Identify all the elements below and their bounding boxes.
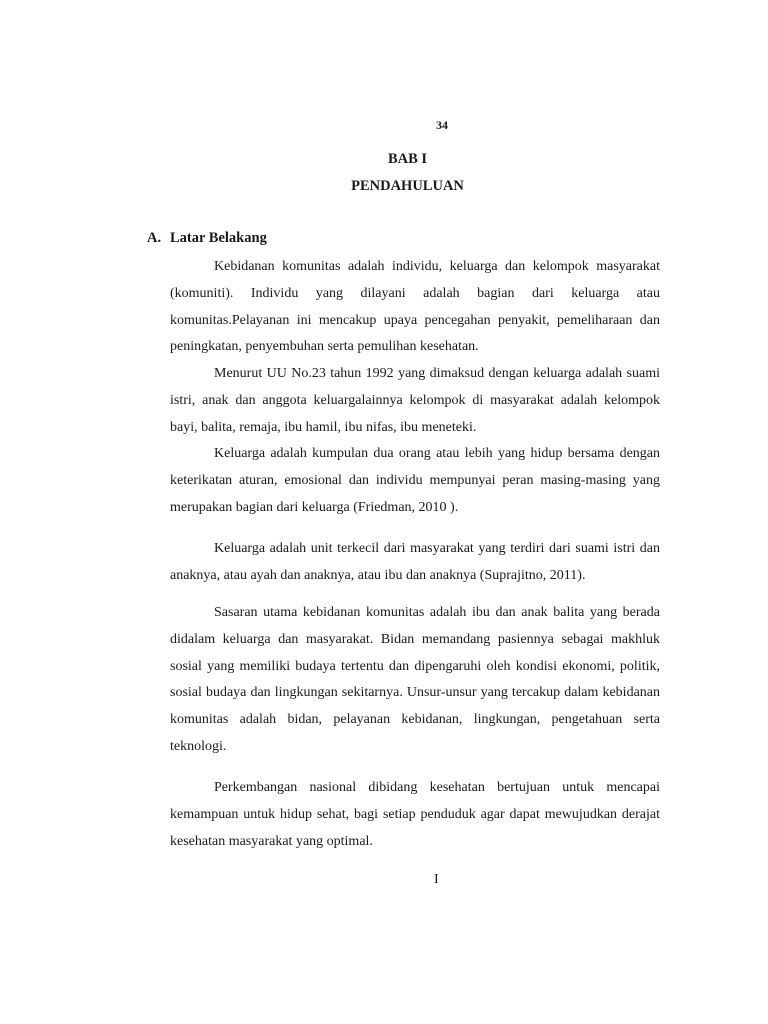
paragraph-perkembangan-nasional: Perkembangan nasional dibidang kesehatan bertujuan untuk mencapai kemampuan untuk hidup sehat, bagi setiap penduduk agar dapat mewujudkan derajat kesehatan masyarakat yang optimal. xyxy=(170,780,660,849)
page-number: 34 xyxy=(436,118,448,132)
paragraph-unit-terkecil: Keluarga adalah unit terkecil dari masyarakat yang terdiri dari suami istri dan anaknya, atau ayah dan anaknya, atau ibu dan anaknya (Suprajitno, 2011). xyxy=(170,541,660,583)
paragraph-uu-keluarga: Menurut UU No.23 tahun 1992 yang dimaksud dengan keluarga adalah suami istri, anak dan anggota keluargalainnya kelompok di masyarakat adalah kelompok bayi, balita, remaja, ibu hamil, ibu nifas, ibu meneteki. xyxy=(170,366,660,435)
footer-page-number: I xyxy=(434,872,439,887)
chapter-title: PENDAHULUAN xyxy=(351,178,464,194)
paragraph-kebidanan-komunitas: Kebidanan komunitas adalah individu, keluarga dan kelompok masyarakat (komuniti). Individu yang dilayani adalah bagian dari keluarga atau komunitas.Pelayanan ini mencakup upaya pencegahan penyakit, pemeliharaan dan peningkatan, penyembuhan serta pemulihan kesehatan. xyxy=(170,259,660,355)
chapter-number: BAB I xyxy=(387,151,428,167)
section-title: Latar Belakang xyxy=(170,230,267,246)
paragraph-definisi-keluarga: Keluarga adalah kumpulan dua orang atau lebih yang hidup bersama dengan keterikatan aturan, emosional dan individu mempunyai peran masing-masing yang merupakan bagian dari keluarga (Friedman, 2010 ). xyxy=(170,446,660,515)
section-heading xyxy=(147,230,267,247)
section-letter: A. xyxy=(147,230,162,246)
paragraph-sasaran-utama: Sasaran utama kebidanan komunitas adalah ibu dan anak balita yang berada didalam keluarga dan masyarakat. Bidan memandang pasiennya sebagai makhluk sosial yang memiliki budaya tertentu dan dipengaruhi oleh kondisi ekonomi, politik, sosial budaya dan lingkungan sekitarnya. Unsur-unsur yang tercakup dalam kebidanan komunitas adalah bidan, pelayanan kebidanan, lingkungan, pengetahuan serta teknologi. xyxy=(170,605,660,754)
